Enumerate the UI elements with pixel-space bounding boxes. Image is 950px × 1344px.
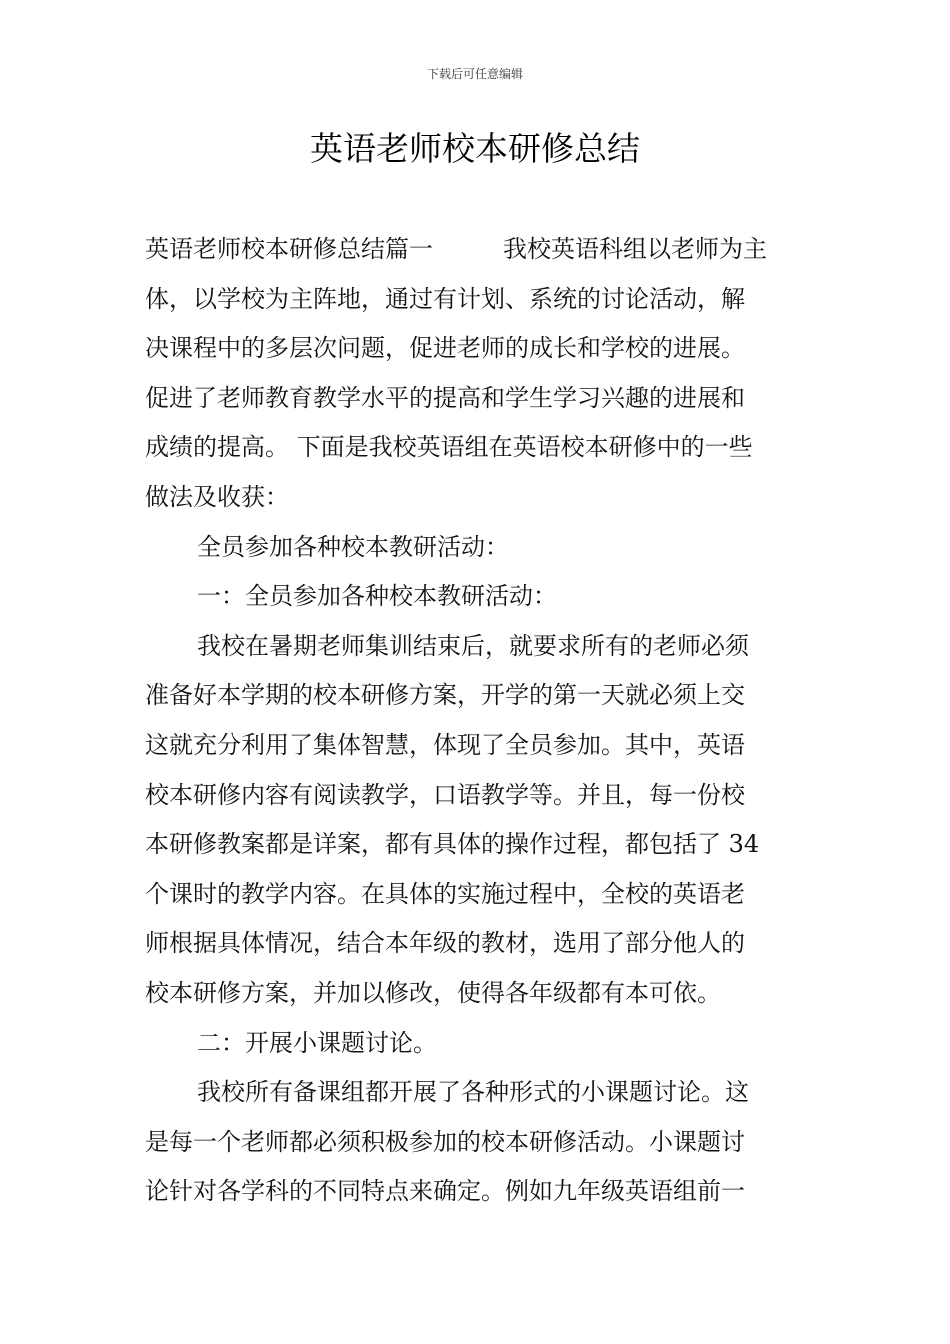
section1-first-line: 我校在暑期老师集训结束后，就要求所有的老师必须 (197, 631, 749, 660)
intro-first-line (145, 225, 807, 275)
intro-line: 做法及收获： (145, 482, 289, 511)
document-title: 英语老师校本研修总结 (310, 129, 640, 168)
intro-line: 促进了老师教育教学水平的提高和学生学习兴趣的进展和 (145, 383, 745, 412)
intro-label: 英语老师校本研修总结篇一 (145, 235, 433, 263)
section1-line: 准备好本学期的校本研修方案，开学的第一天就必须上交 (145, 681, 745, 710)
document-body (145, 225, 807, 1217)
intro-line: 成绩的提高。 下面是我校英语组在英语校本研修中的一些 (145, 433, 753, 462)
intro-line: 体，以学校为主阵地，通过有计划、系统的讨论活动，解 (145, 284, 745, 313)
page-header-note: 下载后可任意编辑 (426, 67, 523, 81)
section2-first-line: 我校所有备课组都开展了各种形式的小课题讨论。这 (197, 1078, 749, 1107)
section1-line: 校本研修内容有阅读教学，口语教学等。并且，每一份校 (145, 780, 745, 809)
section2-heading: 二：开展小课题讨论。 (197, 1028, 437, 1057)
section1-heading: 一：全员参加各种校本教研活动： (197, 582, 557, 611)
section1-line: 这就充分利用了集体智慧，体现了全员参加。其中，英语 (145, 730, 745, 759)
section1-line: 个课时的教学内容。在具体的实施过程中，全校的英语老 (145, 879, 745, 908)
section1-line: 本研修教案都是详案，都有具体的操作过程，都包括了 34 (145, 830, 760, 859)
intro-first-line-text: 我校英语科组以老师为主 (503, 235, 767, 263)
intro-line: 决课程中的多层次问题，促进老师的成长和学校的进展。 (145, 334, 745, 363)
section-heading-all-participate: 全员参加各种校本教研活动： (197, 532, 509, 561)
section2-line: 论针对各学科的不同特点来确定。例如九年级英语组前一 (145, 1177, 745, 1206)
section1-line: 师根据具体情况，结合本年级的教材，选用了部分他人的 (145, 929, 745, 958)
section1-line: 校本研修方案，并加以修改，使得各年级都有本可依。 (145, 978, 721, 1007)
section2-line: 是每一个老师都必须积极参加的校本研修活动。小课题讨 (145, 1127, 745, 1156)
